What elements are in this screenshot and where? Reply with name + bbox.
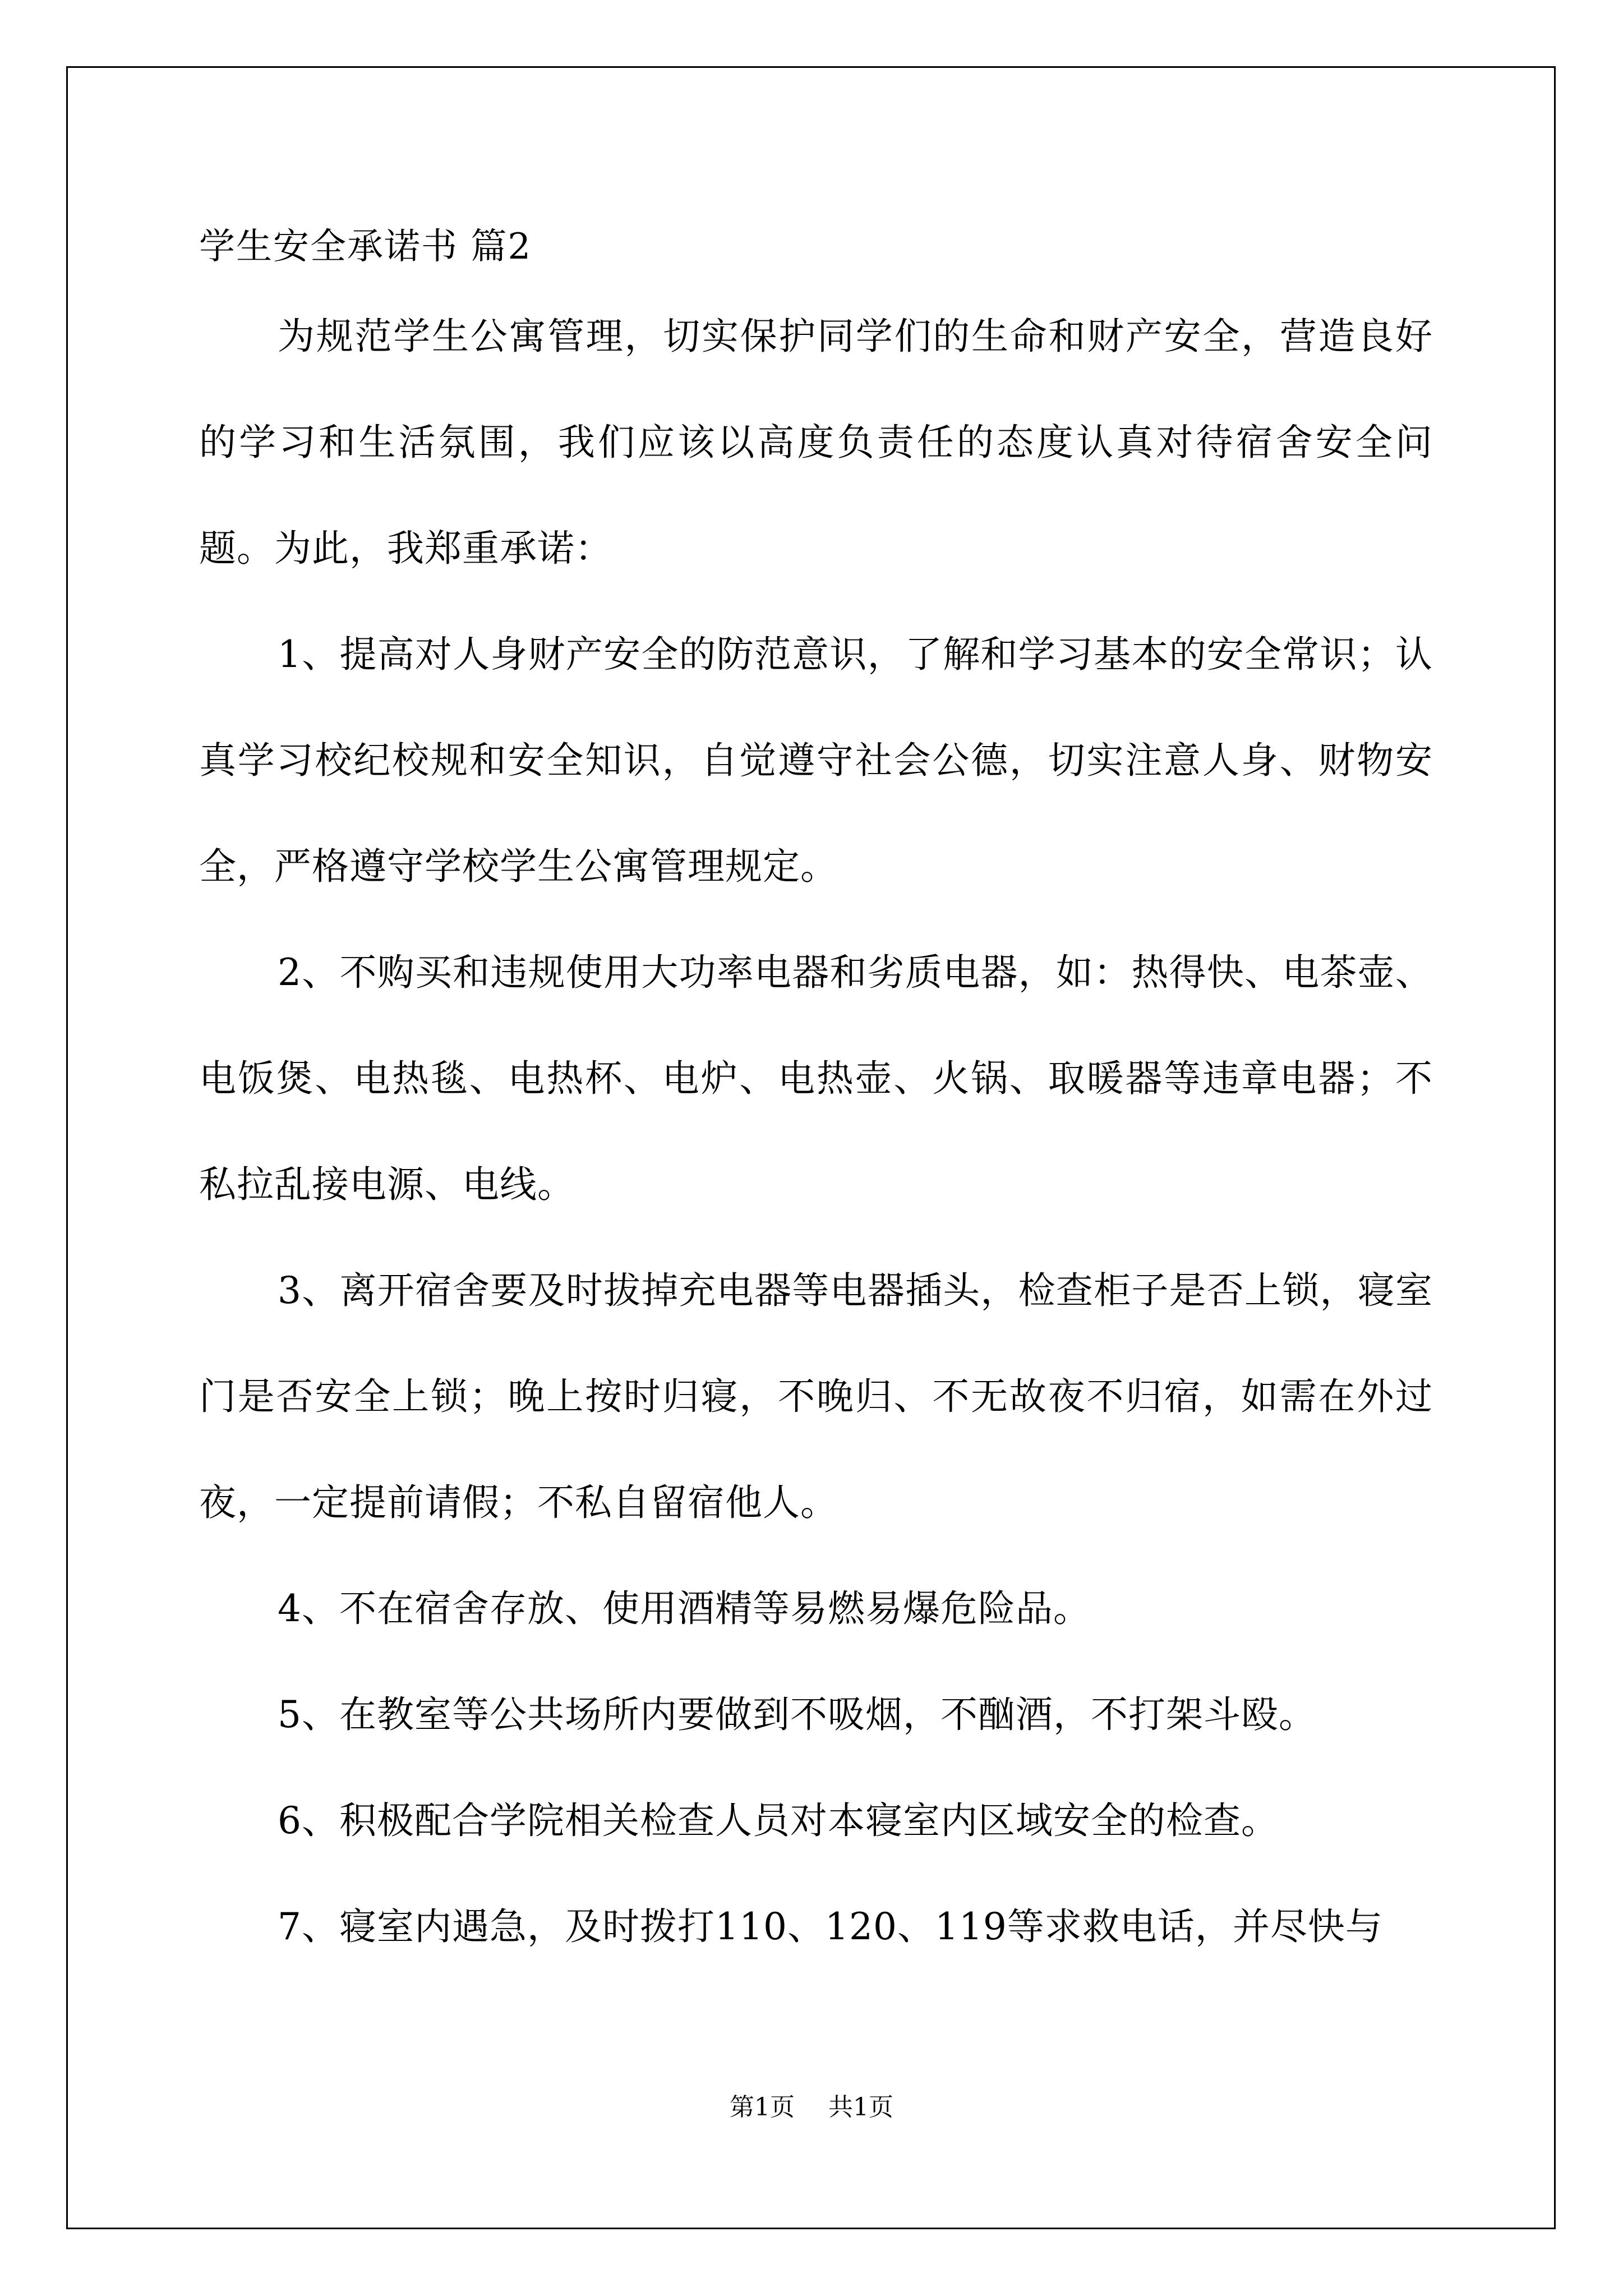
document-body [199, 222, 1433, 1980]
paragraph-item-4: 4、不在宿舍存放、使用酒精等易燃易爆危险品。 [278, 1587, 1091, 1630]
paragraph-intro: 为规范学生公寓管理，切实保护同学们的生命和财产安全，营造良好的学习和生活氛围，我们应该以高度负责任的态度认真对待宿舍安全问题。为此，我郑重承诺： [199, 315, 1433, 570]
paragraph-item-2: 2、不购买和违规使用大功率电器和劣质电器，如：热得快、电茶壶、电饭煲、电热毯、电热杯、电炉、电热壶、火锅、取暖器等违章电器；不私拉乱接电源、电线。 [199, 951, 1433, 1206]
page-number: 第1页 [730, 2093, 795, 2122]
paragraph-item-3: 3、离开宿舍要及时拔掉充电器等电器插头，检查柜子是否上锁，寝室门是否安全上锁；晚上按时归寝，不晚归、不无故夜不归宿，如需在外过夜，一定提前请假；不私自留宿他人。 [199, 1269, 1433, 1524]
paragraph-item-7: 7、寝室内遇急，及时拨打110、120、119等求救电话，并尽快与 [278, 1905, 1383, 1948]
document-title: 学生安全承诺书 篇2 [199, 226, 532, 268]
paragraph-item-6: 6、积极配合学院相关检查人员对本寝室内区域安全的检查。 [278, 1799, 1279, 1842]
paragraph-item-1: 1、提高对人身财产安全的防范意识，了解和学习基本的安全常识；认真学习校纪校规和安全知识，自觉遵守社会公德，切实注意人身、财物安全，严格遵守学校学生公寓管理规定。 [199, 633, 1433, 888]
paragraph-item-5: 5、在教室等公共场所内要做到不吸烟，不酗酒，不打架斗殴。 [278, 1693, 1316, 1736]
page-footer [0, 2087, 1623, 2123]
page-total: 共1页 [828, 2093, 893, 2122]
